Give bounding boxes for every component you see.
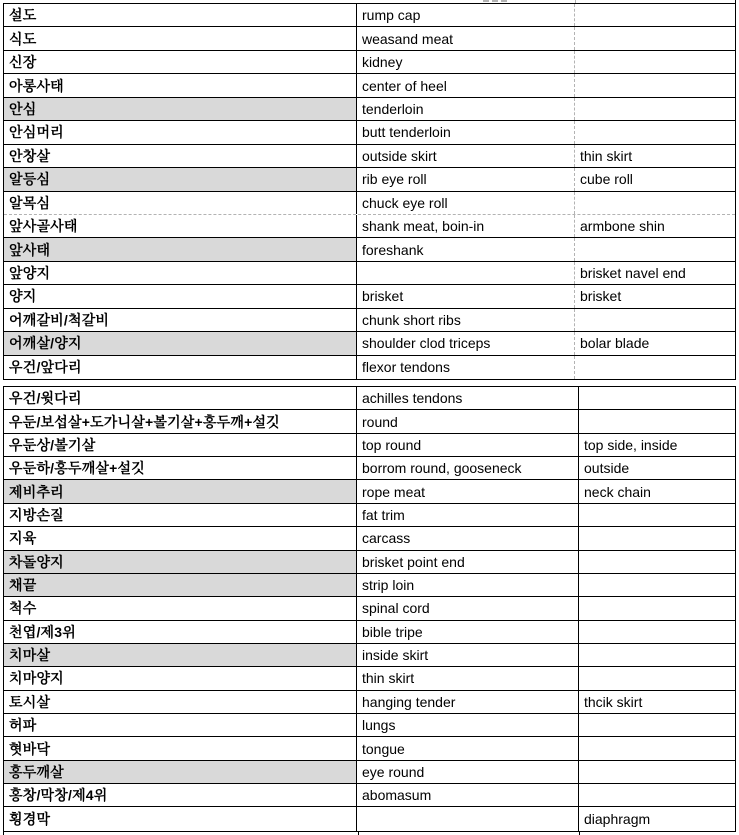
english-term-cell[interactable]: strip loin [357,574,579,596]
alt-english-term-cell[interactable]: thcik skirt [584,693,643,710]
alt-english-term-cell[interactable] [579,410,735,432]
english-term-cell[interactable]: inside skirt [357,644,579,666]
english-term-cell[interactable]: rump cap [357,4,575,26]
english-term-cell[interactable]: round [357,410,579,432]
english-term-cell[interactable]: rope meat [357,480,579,502]
korean-term-cell[interactable]: 허파 [4,714,357,736]
table-row [4,761,735,784]
table-row [4,807,735,830]
korean-term-cell[interactable]: 치마살 [4,644,357,666]
alt-english-term-cell[interactable] [579,761,735,783]
alt-english-term-cell[interactable] [575,27,735,49]
table-row [4,4,735,27]
table-row [4,309,735,332]
alt-english-term-cell[interactable]: top side, inside [584,436,678,453]
korean-term-cell[interactable]: 우둔하/홍두깨살+설깃 [4,457,357,479]
table-row [4,410,735,433]
english-term-cell[interactable]: chuck eye roll [357,192,575,214]
table-row [4,691,735,714]
korean-term-cell[interactable]: 안창살 [4,145,357,167]
table-row [4,121,735,144]
table-row [4,74,735,97]
table-row [4,527,735,550]
alt-english-term-cell[interactable] [575,192,735,214]
table-row [4,98,735,121]
table-row [4,457,735,480]
english-term-cell[interactable]: tongue [357,737,579,759]
english-term-cell[interactable]: brisket point end [357,551,579,573]
korean-term-cell[interactable]: 제비추리 [4,480,357,502]
alt-english-term-cell[interactable] [575,121,735,143]
table-row [4,574,735,597]
english-term-cell[interactable]: achilles tendons [357,387,579,409]
table-row [4,621,735,644]
table-row [4,434,735,457]
korean-term-cell[interactable]: 우둔상/볼기살 [4,434,357,456]
table-row [4,644,735,667]
korean-term-cell[interactable]: 우건/윗다리 [4,387,357,409]
korean-term-cell[interactable]: 설도 [4,4,357,26]
table-row [4,51,735,74]
alt-english-term-cell[interactable] [579,714,735,736]
korean-term-cell[interactable]: 어깨살/양지 [4,332,357,354]
alt-english-term-cell[interactable] [579,597,735,619]
alt-english-term-cell[interactable] [575,238,735,260]
alt-english-term-cell[interactable]: bolar blade [580,335,650,352]
korean-term-cell[interactable]: 아롱사태 [4,74,357,96]
alt-english-term-cell[interactable] [579,784,735,806]
english-term-cell[interactable]: flexor tendons [357,356,575,379]
korean-term-cell[interactable]: 토시살 [4,691,357,713]
english-term-cell[interactable]: eye round [357,761,579,783]
korean-term-cell[interactable]: 앞양지 [4,262,357,284]
korean-term-cell[interactable]: 우건/앞다리 [4,356,357,379]
table-row [4,480,735,503]
english-term-cell[interactable]: fat trim [357,504,579,526]
english-term-cell[interactable]: borrom round, gooseneck [357,457,579,479]
alt-english-term-cell[interactable] [579,504,735,526]
alt-english-term-cell[interactable]: diaphragm [584,811,651,828]
english-term-cell[interactable]: lungs [357,714,579,736]
english-term-cell[interactable]: center of heel [357,74,575,96]
table-row [4,215,735,238]
alt-english-term-cell[interactable]: cube roll [580,171,633,188]
english-term-cell[interactable]: chunk short ribs [357,309,575,331]
english-term-cell[interactable]: butt tenderloin [357,121,575,143]
alt-english-term-cell[interactable] [575,74,735,96]
alt-english-term-cell[interactable]: neck chain [584,483,651,500]
korean-term-cell[interactable]: 혓바닥 [4,737,357,759]
alt-english-term-cell[interactable]: outside [584,460,630,477]
korean-term-cell[interactable]: 안심머리 [4,121,357,143]
table-row [4,145,735,168]
table-row [4,262,735,285]
korean-term-cell[interactable]: 척수 [4,597,357,619]
table-row [4,784,735,807]
korean-term-cell[interactable]: 앞사태 [4,238,357,260]
alt-english-term-cell[interactable] [579,667,735,689]
alt-english-term-cell[interactable] [579,737,735,759]
english-term-cell[interactable]: brisket [357,285,575,307]
english-term-cell[interactable]: top round [357,434,579,456]
alt-english-term-cell[interactable] [579,527,735,549]
table-row [4,332,735,355]
korean-term-cell[interactable]: 치마양지 [4,667,357,689]
english-term-cell[interactable]: abomasum [357,784,579,806]
korean-term-cell[interactable]: 신장 [4,51,357,73]
table-row [4,27,735,50]
english-term-cell[interactable]: spinal cord [357,597,579,619]
korean-term-cell[interactable]: 지방손질 [4,504,357,526]
alt-english-term-cell[interactable] [575,356,735,379]
korean-term-cell[interactable]: 홍창/막창/제4위 [4,784,357,806]
english-term-cell[interactable]: shank meat, boin-in [357,215,575,237]
alt-english-term-cell[interactable] [575,51,735,73]
table-row [4,551,735,574]
table-row [4,504,735,527]
table-row [4,285,735,308]
korean-term-cell[interactable]: 지육 [4,527,357,549]
alt-english-term-cell[interactable] [579,574,735,596]
alt-english-term-cell[interactable] [575,98,735,120]
korean-term-cell[interactable]: 홍두깨살 [4,761,357,783]
alt-english-term-cell[interactable]: thin skirt [580,147,633,164]
korean-term-cell[interactable]: 안심 [4,98,357,120]
english-term-cell[interactable]: bible tripe [357,621,579,643]
korean-term-cell[interactable]: 알목심 [4,192,357,214]
korean-term-cell[interactable]: 앞사골사태 [4,215,357,237]
alt-english-term-cell[interactable] [579,387,735,409]
english-term-cell[interactable]: foreshank [357,238,575,260]
english-term-cell[interactable]: weasand meat [357,27,575,49]
alt-english-term-cell[interactable] [575,4,735,26]
english-term-cell[interactable] [357,807,579,830]
korean-term-cell[interactable]: 차돌양지 [4,551,357,573]
english-term-cell[interactable]: outside skirt [357,145,575,167]
alt-english-term-cell[interactable] [579,644,735,666]
table-row [4,667,735,690]
korean-term-cell[interactable]: 천엽/제3위 [4,621,357,643]
korean-term-cell[interactable]: 양지 [4,285,357,307]
table-row [4,737,735,760]
korean-term-cell[interactable]: 식도 [4,27,357,49]
alt-english-term-cell[interactable]: brisket navel end [580,265,686,282]
table-row [4,168,735,191]
alt-english-term-cell[interactable]: armbone shin [580,218,665,235]
english-term-cell[interactable]: tenderloin [357,98,575,120]
korean-term-cell[interactable]: 어깨갈비/척갈비 [4,309,357,331]
english-term-cell[interactable] [357,262,575,284]
table-row [4,714,735,737]
korean-term-cell[interactable]: 알등심 [4,168,357,190]
table-row [4,597,735,620]
table-row [4,192,735,215]
table-row [4,387,735,410]
table-row [4,238,735,261]
korean-term-cell[interactable]: 우둔/보섭살+도가니살+볼기살+홍두깨+설깃 [4,410,357,432]
alt-english-term-cell[interactable] [579,621,735,643]
english-term-cell[interactable]: hanging tender [357,691,579,713]
alt-english-term-cell[interactable] [575,309,735,331]
table-row [4,356,735,379]
english-term-cell[interactable]: rib eye roll [357,168,575,190]
cut-table-2 [3,386,736,832]
english-term-cell[interactable]: carcass [357,527,579,549]
korean-term-cell[interactable]: 채끝 [4,574,357,596]
english-term-cell[interactable]: kidney [357,51,575,73]
cut-table-1 [3,3,736,380]
alt-english-term-cell[interactable] [579,551,735,573]
korean-term-cell[interactable]: 횡경막 [4,807,357,830]
english-term-cell[interactable]: thin skirt [357,667,579,689]
english-term-cell[interactable]: shoulder clod triceps [357,332,575,354]
alt-english-term-cell[interactable]: brisket [580,288,622,305]
